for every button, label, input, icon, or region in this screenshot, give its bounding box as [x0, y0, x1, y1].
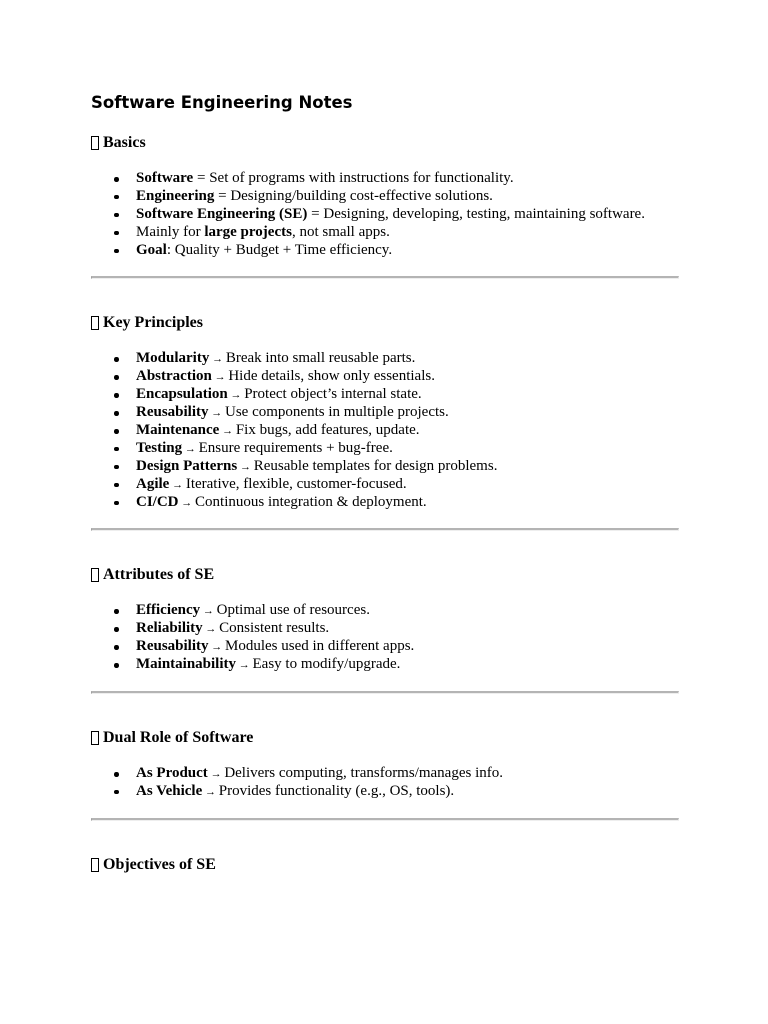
item-separator: →: [178, 496, 196, 509]
item-term: Reliability: [136, 620, 203, 637]
item-term: Reusability: [136, 404, 209, 421]
item-separator: →: [200, 605, 217, 618]
item-text: Quality + Budget + Time efficiency.: [174, 241, 393, 258]
item-separator: =: [193, 170, 210, 186]
item-separator: →: [207, 768, 225, 781]
item-separator: →: [209, 353, 226, 366]
item-text: Designing/building cost-effective solutions.: [230, 187, 493, 204]
missing-glyph-box-icon: [91, 731, 99, 745]
list-item: [91, 170, 679, 188]
section-heading-text: Key Principles: [103, 314, 203, 332]
list-item: [91, 404, 679, 422]
item-term: large projects: [204, 223, 292, 240]
item-term: Reusability: [136, 638, 209, 655]
item-text: Consistent results.: [219, 620, 330, 637]
missing-glyph-box-icon: [91, 568, 99, 582]
list-item: [91, 350, 679, 368]
section-heading-objectives: [91, 855, 679, 875]
item-separator: →: [202, 623, 220, 636]
item-term: Software Engineering (SE): [136, 205, 308, 222]
item-separator: →: [237, 460, 254, 473]
item-term: Efficiency: [136, 602, 201, 619]
section-heading-text: Attributes of SE: [103, 566, 215, 584]
item-text: Hide details, show only essentials.: [228, 368, 435, 385]
item-text: Provides functionality (e.g., OS, tools).: [218, 782, 455, 799]
item-text: Break into small reusable parts.: [225, 350, 416, 367]
item-term: Goal: [136, 241, 167, 258]
item-term: Agile: [136, 475, 170, 492]
list-item: [91, 242, 679, 260]
item-separator: =: [307, 205, 324, 222]
item-term: Software: [136, 170, 194, 186]
item-term: As Vehicle: [136, 782, 203, 799]
item-separator: :: [166, 241, 175, 258]
list-item: [91, 458, 679, 476]
item-separator: →: [202, 785, 219, 798]
item-text: Designing, developing, testing, maintaining software.: [323, 205, 645, 222]
section-heading-text: Dual Role of Software: [103, 729, 254, 747]
item-separator: →: [182, 442, 199, 455]
item-term: Engineering: [136, 187, 215, 204]
item-term: Modularity: [136, 350, 210, 367]
attributes-list: [91, 602, 679, 674]
item-term: Maintenance: [136, 422, 220, 439]
list-item: [91, 602, 679, 620]
item-term: Abstraction: [136, 368, 212, 385]
list-item: [91, 224, 679, 242]
list-item: [91, 422, 679, 440]
section-heading-text: Basics: [103, 134, 146, 151]
list-item: [91, 638, 679, 656]
item-separator: →: [208, 641, 226, 654]
section-heading-dual-role: [91, 728, 679, 748]
item-term: Design Patterns: [136, 457, 238, 474]
section-heading-attributes: [91, 565, 679, 585]
item-separator: →: [208, 407, 226, 420]
item-text: Continuous integration & deployment.: [195, 493, 427, 510]
list-item: [91, 440, 679, 458]
list-item: [91, 656, 679, 674]
dual-role-list: [91, 765, 679, 801]
section-heading-basics: [91, 133, 679, 153]
list-item: [91, 386, 679, 404]
section-heading-text: Objectives of SE: [103, 855, 216, 873]
item-prefix: Mainly for: [136, 223, 205, 240]
document-page: [91, 92, 679, 875]
list-item: [91, 494, 679, 512]
item-separator: →: [169, 478, 186, 491]
item-separator: →: [219, 425, 236, 438]
missing-glyph-box-icon: [91, 858, 99, 872]
key-principles-list: [91, 350, 679, 511]
item-separator: =: [214, 187, 231, 204]
missing-glyph-box-icon: [91, 136, 99, 150]
list-item: [91, 188, 679, 206]
item-term: Testing: [136, 439, 183, 456]
item-term: Maintainability: [136, 656, 237, 673]
item-text: Delivers computing, transforms/manages info.: [224, 765, 503, 782]
item-text: Protect object’s internal state.: [244, 386, 422, 403]
item-text: Set of programs with instructions for functionality.: [209, 170, 514, 186]
list-item: [91, 206, 679, 224]
list-item: [91, 476, 679, 494]
list-item: [91, 368, 679, 386]
item-text: , not small apps.: [291, 223, 390, 240]
item-text: Optimal use of resources.: [216, 602, 370, 619]
item-text: Use components in multiple projects.: [225, 404, 449, 421]
item-separator: →: [236, 659, 253, 672]
item-term: CI/CD: [136, 493, 179, 510]
missing-glyph-box-icon: [91, 316, 99, 330]
item-separator: →: [227, 389, 245, 402]
item-text: Reusable templates for design problems.: [253, 457, 498, 474]
section-heading-key-principles: [91, 313, 679, 333]
list-item: [91, 620, 679, 638]
list-item: [91, 783, 679, 801]
item-text: Modules used in different apps.: [225, 638, 415, 655]
item-separator: →: [211, 371, 229, 384]
page-title: Software Engineering Notes: [91, 93, 353, 112]
item-term: Encapsulation: [136, 386, 228, 403]
item-term: As Product: [136, 765, 208, 782]
item-text: Ensure requirements + bug-free.: [198, 439, 393, 456]
item-text: Fix bugs, add features, update.: [235, 422, 420, 439]
item-text: Iterative, flexible, customer-focused.: [185, 475, 407, 492]
basics-list: [91, 170, 679, 259]
list-item: [91, 765, 679, 783]
item-text: Easy to modify/upgrade.: [252, 656, 401, 673]
